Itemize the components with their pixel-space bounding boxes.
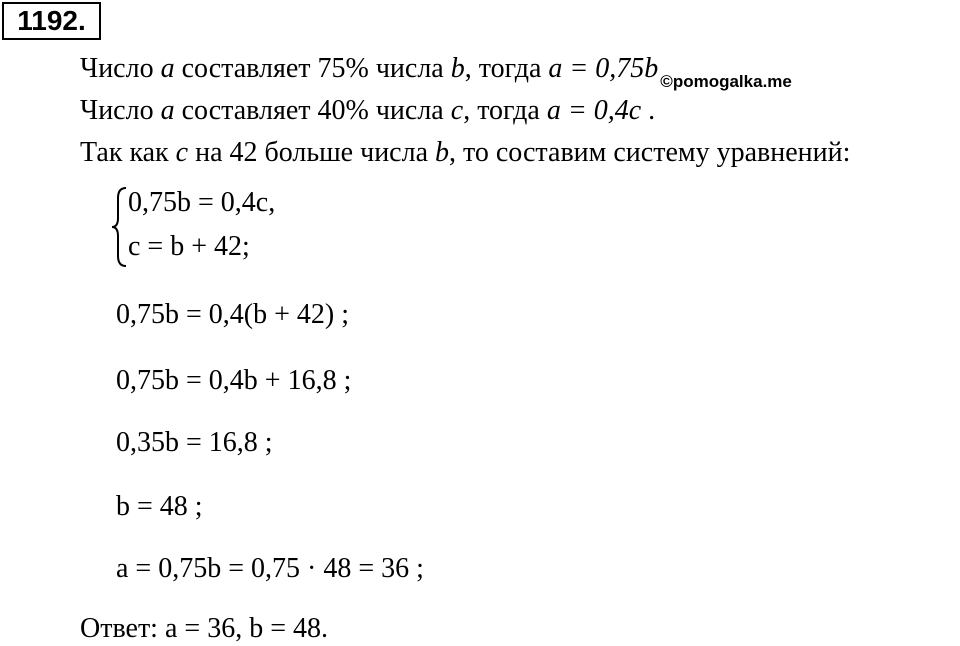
step-5: a = 0,75b = 0,75 · 48 = 36 ; [116,553,424,584]
line1-mid: составляет 75% числа [174,53,451,84]
statement-line-3 [80,136,850,170]
step-2: 0,75b = 0,4b + 16,8 ; [116,365,352,396]
line2-formula: a = 0,4c [546,95,642,126]
line1-var-b: b [450,53,465,84]
statement-line-1 [80,52,792,89]
system-brace [110,186,128,268]
watermark: ©pomogalka.me [660,72,792,91]
line1-end: , тогда [464,53,549,84]
line2-end: , тогда [463,95,547,126]
step-1: 0,75b = 0,4(b + 42) ; [116,299,350,330]
line1-prefix: Число [80,53,161,84]
answer-prefix: Ответ: [80,613,165,644]
answer-text: a = 36, b = 48. [164,613,328,644]
step-3: 0,35b = 16,8 ; [116,427,273,458]
system-equation-1: 0,75b = 0,4c, [128,187,276,218]
line2-tail: . [641,95,656,126]
problem-number: 1192. [2,2,101,40]
line2-var-a: a [160,95,175,126]
statement-line-2 [80,94,655,128]
line2-mid: составляет 40% числа [174,95,451,126]
system-equation-2: c = b + 42; [128,231,250,262]
line2-var-c: c [450,95,464,126]
step-4: b = 48 ; [116,491,203,522]
line1-formula: a = 0,75b [548,53,659,84]
line3-var-b: b [435,137,450,168]
line3-prefix: Так как [80,137,176,168]
line3-var-c: c [175,137,189,168]
line1-var-a: a [160,53,175,84]
line3-end: , то составим систему уравнений: [449,137,851,168]
line3-mid: на 42 больше числа [188,137,436,168]
answer-line [80,612,328,646]
line2-prefix: Число [80,95,161,126]
